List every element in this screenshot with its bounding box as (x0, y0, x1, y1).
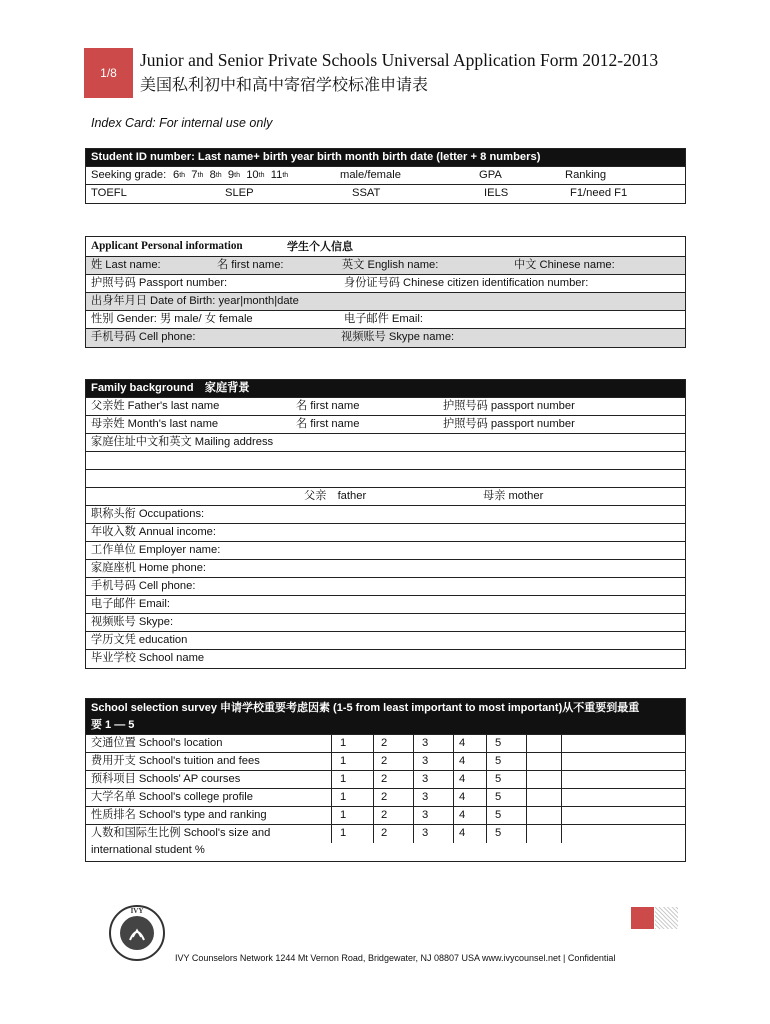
survey-scale-option[interactable]: 3 (422, 737, 429, 749)
survey-scale-option[interactable]: 5 (495, 809, 502, 821)
survey-scale-option[interactable]: 2 (381, 827, 388, 839)
survey-cell-border (453, 807, 454, 824)
survey-cell-border (561, 789, 562, 806)
survey-cell-border (453, 753, 454, 770)
family-field-row: 职称头衔 Occupations: (86, 506, 685, 524)
survey-item-label: 交通位置 School's location (91, 737, 223, 749)
survey-row (86, 825, 685, 861)
survey-cell-border (486, 735, 487, 752)
address-blank-row (86, 470, 685, 488)
survey-cell-border (526, 753, 527, 770)
survey-scale-option[interactable]: 2 (381, 737, 388, 749)
survey-scale-option[interactable]: 4 (459, 827, 466, 839)
father-row: 父亲姓 Father's last name 名 first name 护照号码 passport number (86, 398, 685, 416)
survey-scale-option[interactable]: 5 (495, 755, 502, 767)
survey-item-label: 费用开支 School's tuition and fees (91, 755, 260, 767)
survey-scale-option[interactable]: 1 (340, 809, 347, 821)
address-blank-row (86, 452, 685, 470)
survey-cell-border (453, 735, 454, 752)
survey-item-label: 预科项目 Schools' AP courses (91, 773, 241, 785)
survey-scale-option[interactable]: 2 (381, 755, 388, 767)
survey-cell-border (413, 825, 414, 843)
survey-cell-border (413, 789, 414, 806)
survey-scale-option[interactable]: 4 (459, 809, 466, 821)
family-background-table (85, 379, 686, 669)
survey-row (86, 771, 685, 789)
survey-cell-border (373, 825, 374, 843)
survey-cell-border (413, 771, 414, 788)
survey-cell-border (526, 735, 527, 752)
personal-info-header: Applicant Personal information 学生个人信息 (86, 237, 685, 257)
family-field-row: 年收入数 Annual income: (86, 524, 685, 542)
family-field-row: 毕业学校 School name (91, 652, 205, 664)
cell-skype-row: 手机号码 Cell phone: 视频账号 Skype name: (86, 329, 685, 347)
survey-scale-option[interactable]: 4 (459, 773, 466, 785)
survey-cell-border (486, 825, 487, 843)
survey-item-label: 性质排名 School's type and ranking (91, 809, 267, 821)
survey-scale-option[interactable]: 3 (422, 773, 429, 785)
survey-row (86, 735, 685, 753)
page-number-badge: 1/8 (84, 48, 133, 98)
survey-cell-border (373, 771, 374, 788)
survey-cell-border (486, 753, 487, 770)
family-field-row: 手机号码 Cell phone: (86, 578, 685, 596)
survey-cell-border (526, 789, 527, 806)
survey-cell-border (486, 771, 487, 788)
survey-scale-option[interactable]: 1 (340, 737, 347, 749)
survey-cell-border (331, 789, 332, 806)
mother-row: 母亲姓 Month's last name 名 first name 护照号码 passport number (86, 416, 685, 434)
survey-cell-border (373, 753, 374, 770)
footer-pattern-square (655, 907, 678, 929)
dob-row: 出身年月日 Date of Birth: year|month|date (86, 293, 685, 311)
survey-row (86, 753, 685, 771)
survey-cell-border (413, 807, 414, 824)
survey-cell-border (561, 735, 562, 752)
gender-email-row: 性别 Gender: 男 male/ 女 female 电子邮件 Email: (86, 311, 685, 329)
index-card-table (85, 148, 686, 204)
survey-cell-border (373, 735, 374, 752)
survey-cell-border (453, 771, 454, 788)
survey-cell-border (331, 825, 332, 843)
page-title: Junior and Senior Private Schools Universal Application Form 2012-2013 (140, 50, 659, 70)
survey-scale-option[interactable]: 3 (422, 827, 429, 839)
survey-cell-border (331, 771, 332, 788)
survey-cell-border (373, 789, 374, 806)
survey-scale-option[interactable]: 5 (495, 773, 502, 785)
family-header: Family background 家庭背景 (86, 380, 685, 398)
survey-scale-option[interactable]: 4 (459, 791, 466, 803)
survey-scale-option[interactable]: 3 (422, 791, 429, 803)
survey-scale-option[interactable]: 2 (381, 791, 388, 803)
survey-scale-option[interactable]: 1 (340, 791, 347, 803)
survey-row (86, 807, 685, 825)
footer-text: IVY Counselors Network 1244 Mt Vernon Road, Bridgewater, NJ 08807 USA www.ivycounsel.net | Confidential (175, 953, 616, 963)
footer-red-square (631, 907, 654, 929)
test-scores-row: TOEFL SLEP SSAT IELS F1/need F1 (91, 187, 628, 199)
survey-scale-option[interactable]: 3 (422, 809, 429, 821)
survey-row (86, 789, 685, 807)
passport-row: 护照号码 Passport number: 身份证号码 Chinese citizen identification number: (86, 275, 685, 293)
address-row: 家庭住址中文和英文 Mailing address (86, 434, 685, 452)
survey-cell-border (331, 753, 332, 770)
survey-scale-option[interactable]: 1 (340, 827, 347, 839)
survey-cell-border (561, 771, 562, 788)
survey-cell-border (561, 825, 562, 843)
survey-scale-option[interactable]: 3 (422, 755, 429, 767)
survey-cell-border (453, 789, 454, 806)
family-field-row: 视频账号 Skype: (86, 614, 685, 632)
personal-info-table (85, 236, 686, 348)
survey-scale-option[interactable]: 1 (340, 773, 347, 785)
svg-text:IVY: IVY (130, 907, 144, 915)
parent-columns-row: 父亲 father 母亲 mother (86, 488, 685, 506)
family-field-row: 工作单位 Employer name: (86, 542, 685, 560)
survey-scale-option[interactable]: 4 (459, 737, 466, 749)
family-field-row: 电子邮件 Email: (86, 596, 685, 614)
survey-cell-border (486, 789, 487, 806)
grade-options: 6th 7th 8th 9th 10th 11th (173, 169, 289, 181)
survey-scale-option[interactable]: 2 (381, 773, 388, 785)
survey-cell-border (453, 825, 454, 843)
survey-scale-option[interactable]: 2 (381, 809, 388, 821)
survey-cell-border (526, 807, 527, 824)
survey-cell-border (561, 753, 562, 770)
survey-cell-border (413, 753, 414, 770)
survey-cell-border (526, 825, 527, 843)
survey-header: School selection survey 申请学校重要考虑因素 (1-5 from least important to most important)从不重要到最重 要 1 — 5 (86, 699, 685, 735)
survey-cell-border (526, 771, 527, 788)
survey-cell-border (373, 807, 374, 824)
survey-scale-option[interactable]: 4 (459, 755, 466, 767)
survey-scale-option[interactable]: 5 (495, 827, 502, 839)
survey-cell-border (413, 735, 414, 752)
family-field-row: 家庭座机 Home phone: (86, 560, 685, 578)
survey-cell-border (561, 807, 562, 824)
survey-cell-border (331, 807, 332, 824)
index-note: Index Card: For internal use only (91, 116, 273, 130)
survey-cell-border (486, 807, 487, 824)
name-row: 姓 Last name: 名 first name: 英文 English name: 中文 Chinese name: (86, 257, 685, 275)
survey-item-label: 大学名单 School's college profile (91, 791, 253, 803)
family-field-row: 学历文凭 education (86, 632, 685, 650)
survey-scale-option[interactable]: 5 (495, 791, 502, 803)
seeking-grade-row: Seeking grade: 6th 7th 8th 9th 10th 11th male/female GPA Ranking (86, 167, 685, 185)
survey-item-label: 人数和国际生比例 School's size and international student % (91, 827, 271, 856)
survey-scale-option[interactable]: 5 (495, 737, 502, 749)
survey-scale-option[interactable]: 1 (340, 755, 347, 767)
survey-cell-border (331, 735, 332, 752)
school-survey-table (85, 698, 686, 862)
page-title-chinese: 美国私利初中和高中寄宿学校标准申请表 (140, 75, 429, 94)
index-card-header: Student ID number: Last name+ birth year birth month birth date (letter + 8 numbers) (86, 149, 685, 167)
ivy-logo (108, 904, 166, 967)
